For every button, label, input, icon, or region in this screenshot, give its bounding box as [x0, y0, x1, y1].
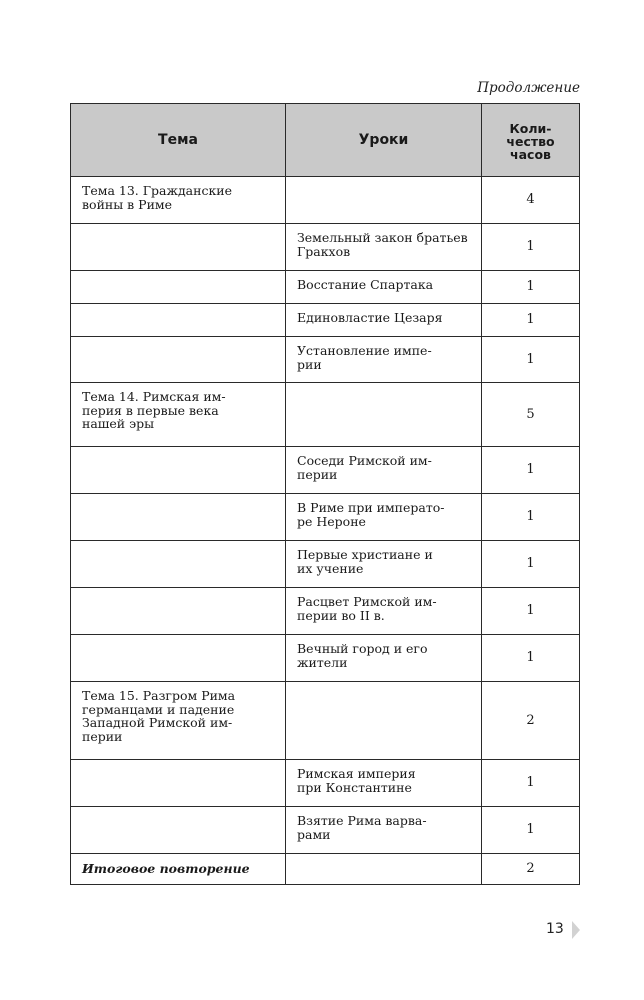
- hours-cell: 1: [482, 224, 580, 271]
- table-row: [71, 807, 580, 854]
- hours-cell: 1: [482, 760, 580, 807]
- continued-label: Продолжение: [477, 80, 580, 96]
- hours-cell: 1: [482, 271, 580, 304]
- lesson-cell: Соседи Римской им- перии: [286, 447, 482, 494]
- topic-cell: [71, 447, 286, 494]
- lesson-cell: В Риме при императо- ре Нероне: [286, 494, 482, 541]
- table-row: [71, 447, 580, 494]
- page-arrow-icon: [572, 921, 580, 939]
- hours-cell: 1: [482, 447, 580, 494]
- page-number: 13: [546, 921, 564, 937]
- lesson-cell: [286, 383, 482, 447]
- table-row: [71, 682, 580, 760]
- table-row: [71, 760, 580, 807]
- table-header-row: [71, 104, 580, 177]
- lesson-cell: [286, 854, 482, 885]
- topic-cell: [71, 271, 286, 304]
- header-hours: Коли- чество часов: [482, 104, 580, 177]
- table-row: [71, 494, 580, 541]
- lesson-cell: Расцвет Римской им- перии во II в.: [286, 588, 482, 635]
- topic-cell: [71, 494, 286, 541]
- topic-cell: [71, 337, 286, 383]
- table-row: [71, 177, 580, 224]
- lesson-cell: Первые христиане и их учение: [286, 541, 482, 588]
- table-row: [71, 635, 580, 682]
- hours-cell: 4: [482, 177, 580, 224]
- header-topic: Тема: [71, 104, 286, 177]
- hours-cell: 1: [482, 541, 580, 588]
- topic-cell: [71, 304, 286, 337]
- hours-cell: 1: [482, 807, 580, 854]
- lesson-cell: Установление импе- рии: [286, 337, 482, 383]
- hours-cell: 1: [482, 494, 580, 541]
- topic-cell: Тема 14. Римская им- перия в первые века нашей эры: [71, 383, 286, 447]
- hours-cell: 1: [482, 588, 580, 635]
- hours-cell: 2: [482, 682, 580, 760]
- lesson-cell: Римская империя при Константине: [286, 760, 482, 807]
- curriculum-table: [70, 103, 580, 885]
- lesson-cell: [286, 682, 482, 760]
- hours-cell: 5: [482, 383, 580, 447]
- header-lessons: Уроки: [286, 104, 482, 177]
- table-row: [71, 588, 580, 635]
- table-row: [71, 224, 580, 271]
- table-row: [71, 383, 580, 447]
- topic-cell: [71, 807, 286, 854]
- table-row: [71, 271, 580, 304]
- final-review-cell: Итоговое повторение: [71, 854, 286, 885]
- table-row: [71, 854, 580, 885]
- hours-cell: 1: [482, 304, 580, 337]
- table-row: [71, 337, 580, 383]
- topic-cell: Тема 15. Разгром Рима германцами и падение Западной Римской им- перии: [71, 682, 286, 760]
- lesson-cell: Единовластие Цезаря: [286, 304, 482, 337]
- hours-cell: 1: [482, 337, 580, 383]
- lesson-cell: Восстание Спартака: [286, 271, 482, 304]
- topic-cell: [71, 588, 286, 635]
- topic-cell: [71, 635, 286, 682]
- lesson-cell: Взятие Рима варва- рами: [286, 807, 482, 854]
- hours-cell: 1: [482, 635, 580, 682]
- table-row: [71, 304, 580, 337]
- hours-cell: 2: [482, 854, 580, 885]
- table-row: [71, 541, 580, 588]
- topic-cell: [71, 224, 286, 271]
- lesson-cell: Вечный город и его жители: [286, 635, 482, 682]
- topic-cell: [71, 760, 286, 807]
- topic-cell: Тема 13. Гражданские войны в Риме: [71, 177, 286, 224]
- topic-cell: [71, 541, 286, 588]
- lesson-cell: Земельный закон братьев Гракхов: [286, 224, 482, 271]
- lesson-cell: [286, 177, 482, 224]
